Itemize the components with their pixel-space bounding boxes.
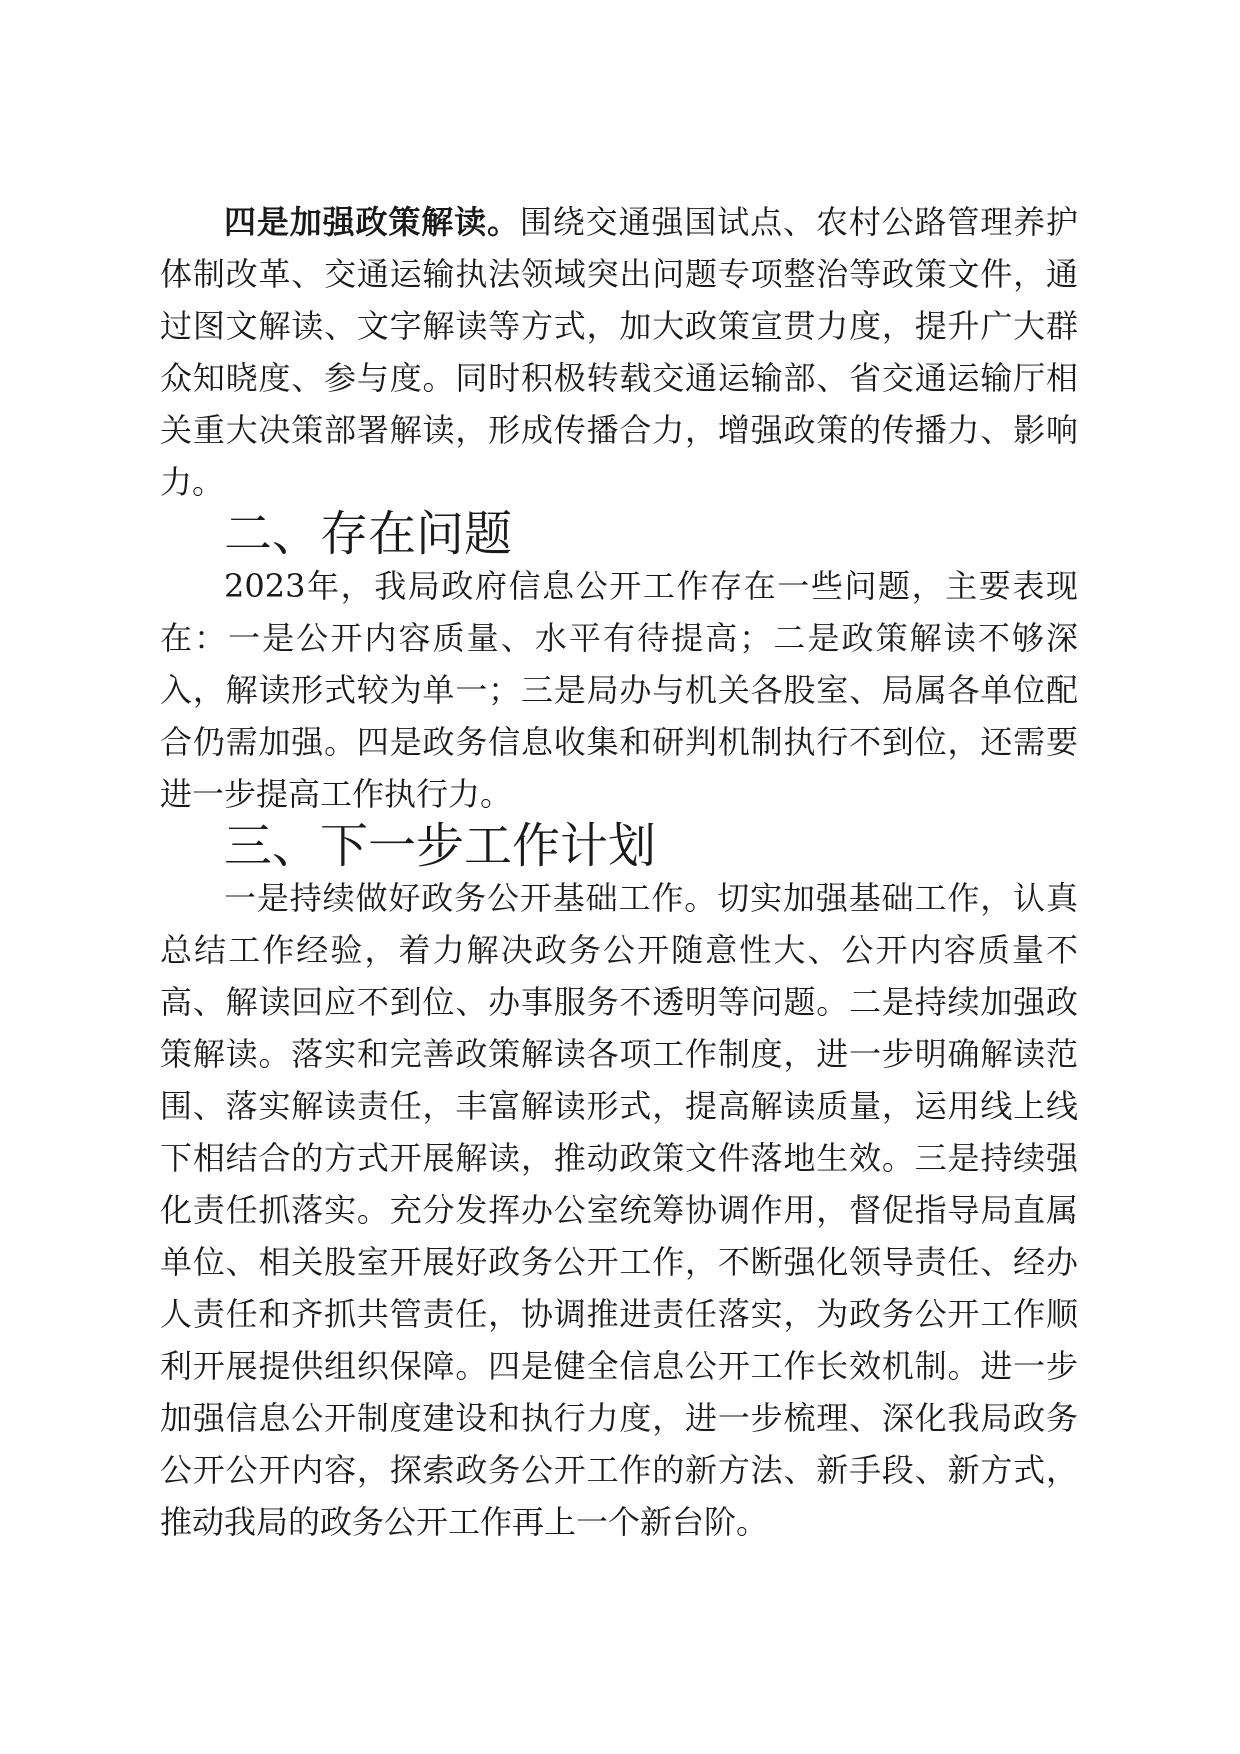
policy-lead-phrase: 四是加强政策解读。 (224, 203, 520, 241)
problems-heading: 二、存在问题 (224, 506, 513, 562)
plan-heading: 三、下一步工作计划 (224, 818, 657, 874)
document-page (160, 196, 1078, 1548)
problems-paragraph: 2023年，我局政府信息公开工作存在一些问题，主要表现在：一是公开内容质量、水平有待提高；二是政策解读不够深入，解读形式较为单一；三是局办与机关各股室、局属各单位配合仍需加强。四是政务信息收集和研判机制执行不到位，还需要进一步提高工作执行力。 (160, 567, 1078, 813)
policy-body-text: 围绕交通强国试点、农村公路管理养护体制改革、交通运输执法领域突出问题专项整治等政策文件，通过图文解读、文字解读等方式，加大政策宣贯力度，提升广大群众知晓度、参与度。同时积极转载交通运输部、省交通运输厅相关重大决策部署解读，形成传播合力，增强政策的传播力、影响力。 (160, 203, 1078, 501)
plan-paragraph: 一是持续做好政务公开基础工作。切实加强基础工作，认真总结工作经验，着力解决政务公开随意性大、公开内容质量不高、解读回应不到位、办事服务不透明等问题。二是持续加强政策解读。落实和完善政策解读各项工作制度，进一步明确解读范围、落实解读责任，丰富解读形式，提高解读质量，运用线上线下相结合的方式开展解读，推动政策文件落地生效。三是持续强化责任抓落实。充分发挥办公室统筹协调作用，督促指导局直属单位、相关股室开展好政务公开工作，不断强化领导责任、经办人责任和齐抓共管责任，协调推进责任落实，为政务公开工作顺利开展提供组织保障。四是健全信息公开工作长效机制。进一步加强信息公开制度建设和执行力度，进一步梳理、深化我局政务公开公开内容，探索政务公开工作的新方法、新手段、新方式，推动我局的政务公开工作再上一个新台阶。 (160, 879, 1078, 1541)
policy-interpretation-paragraph (160, 196, 1078, 508)
